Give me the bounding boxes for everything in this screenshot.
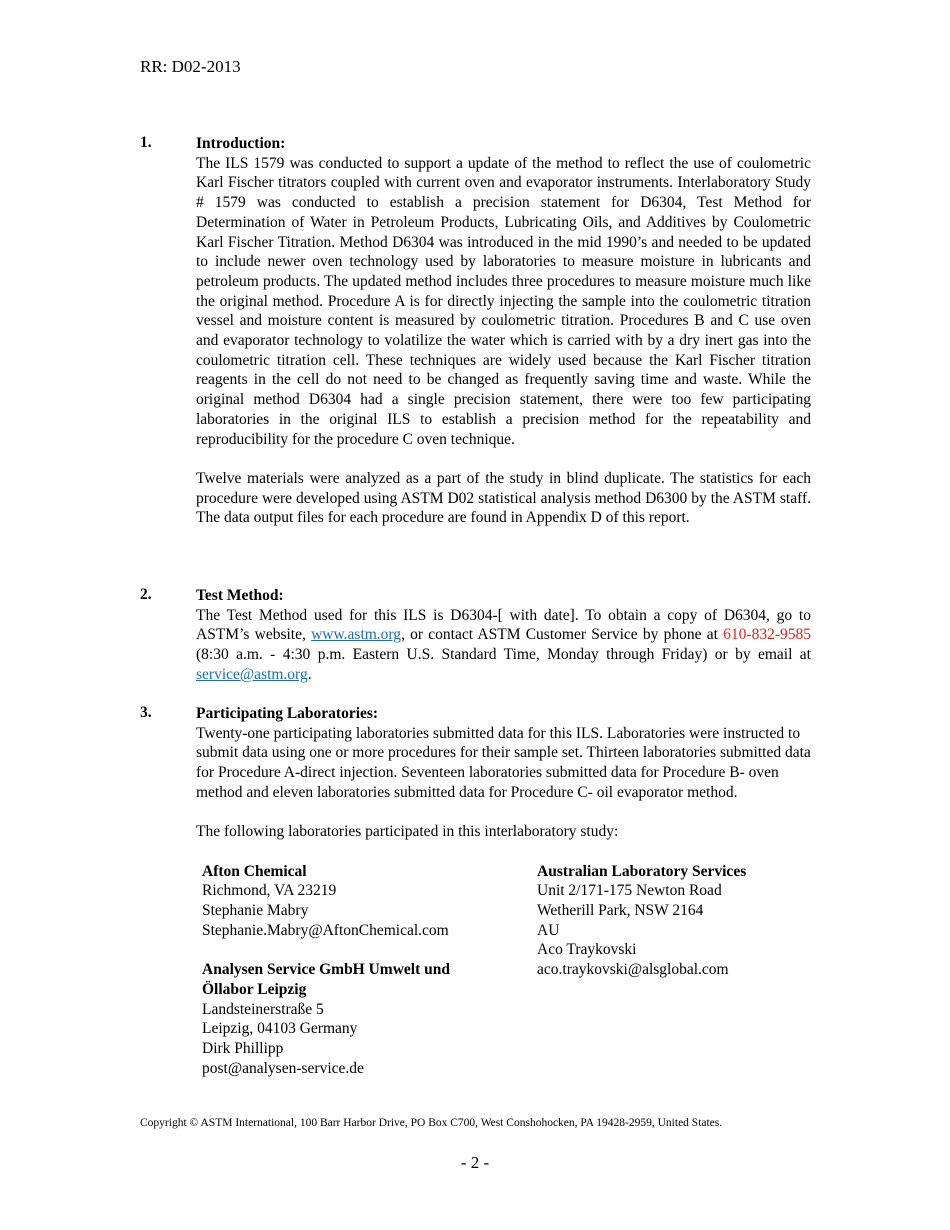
laboratory-email: Stephanie.Mabry@AftonChemical.com — [202, 921, 449, 939]
section-title: Participating Laboratories: — [196, 705, 379, 722]
laboratory-name: Analysen Service GmbH Umwelt und Öllabor Leipzig — [202, 961, 450, 998]
test-method-text-1: The Test Method used for this ILS is D6304-[ with date]. To obtain a copy of D6304, go to ASTM’s website, — [196, 606, 811, 644]
intro-paragraph-1: The ILS 1579 was conducted to support a update of the method to reflect the use of coulometric Karl Fischer titrators coupled with current oven and evaporator instruments. Interlaboratory Study # 1579 was conducted to establish a precision statement for D6304, Test Method for Determination of Water in Petroleum Products, Lubricating Oils, and Additives by Coulometric Karl Fischer Titration. Method D6304 was introduced in the mid 1990’s and needed to be updated to include newer oven technology used by laboratories to measure moisture in lubricants and petroleum products. The updated method includes three procedures to measure moisture much like the original method. Procedure A is for directly injecting the sample into the coulometric titration vessel and moisture content is measured by coulometric titration. Procedures B and C use oven and evaporator technology to volatilize the water which is carried with by a dry inert gas into the coulometric titration cell. These techniques are widely used because the Karl Fischer titration reagents in the cell do not need to be changed as frequently saving time and waste. While the original method D6304 had a single precision statement, there were too few participating laboratories in the original ILS to establish a precision method for the repeatability and reproducibility for the procedure C oven technique. — [196, 154, 811, 448]
laboratory-list — [202, 862, 811, 1082]
intro-paragraph-2: Twelve materials were analyzed as a part of the study in blind duplicate. The statistics for each procedure were developed using ASTM D02 statistical analysis method D6300 by the ASTM staff. The data output files for each procedure are found in Appendix D of this report. — [196, 469, 811, 527]
laboratory-name: Afton Chemical — [202, 862, 307, 880]
section-introduction — [140, 134, 811, 528]
test-method-text-4: . — [307, 665, 312, 683]
laboratory-city: Richmond, VA 23219 — [202, 882, 337, 900]
laboratory-contact: Dirk Phillipp — [202, 1039, 284, 1057]
laboratory-column-left — [202, 862, 502, 1098]
laboratory-column-right — [537, 862, 837, 1000]
laboratory-email: post@analysen-service.de — [202, 1059, 364, 1077]
customer-service-phone[interactable]: 610-832-9585 — [723, 626, 811, 644]
laboratory-entry — [202, 960, 502, 1078]
laboratory-street: Landsteinerstraße 5 — [202, 1000, 324, 1018]
laboratory-contact: Aco Traykovski — [537, 941, 637, 959]
test-method-text-3: (8:30 a.m. - 4:30 p.m. Eastern U.S. Standard Time, Monday through Friday) or by email at — [196, 646, 811, 664]
labs-paragraph-2: The following laboratories participated in this interlaboratory study: — [196, 823, 619, 841]
laboratory-city: Leipzig, 04103 Germany — [202, 1020, 358, 1038]
laboratory-email: aco.traykovski@alsglobal.com — [537, 961, 729, 979]
report-id: RR: D02-2013 — [140, 57, 241, 76]
section-number: 1. — [140, 134, 152, 151]
laboratory-city: Wetherill Park, NSW 2164 — [537, 902, 704, 919]
copyright-notice: Copyright © ASTM International, 100 Barr Harbor Drive, PO Box C700, West Conshohocken, PA 19428-2959, United States. — [140, 1117, 723, 1129]
section-test-method — [140, 586, 811, 685]
laboratory-name: Australian Laboratory Services — [537, 862, 747, 880]
laboratory-contact: Stephanie Mabry — [202, 902, 309, 919]
section-number: 2. — [140, 586, 152, 603]
section-number: 3. — [140, 704, 152, 721]
laboratory-entry — [537, 862, 837, 980]
service-email-link[interactable]: service@astm.org — [196, 665, 308, 683]
section-title: Test Method: — [196, 587, 284, 604]
test-method-text-2: , or contact ASTM Customer Service by phone at — [401, 626, 724, 644]
laboratory-street: Unit 2/171-175 Newton Road — [537, 882, 722, 900]
test-method-paragraph — [196, 606, 811, 685]
astm-website-link[interactable]: www.astm.org — [311, 626, 402, 644]
labs-paragraph-1: Twenty-one participating laboratories submitted data for this ILS. Laboratories were instructed to submit data using one or more procedures for their sample set. Thirteen laboratories submitted data for Procedure A-direct injection. Seventeen laboratories submitted data for Procedure B- oven method and eleven laboratories submitted data for Procedure C- oil evaporator method. — [196, 724, 811, 801]
page-number: - 2 - — [460, 1153, 490, 1172]
laboratory-entry — [202, 862, 502, 941]
section-title: Introduction: — [196, 135, 286, 152]
section-participating-laboratories — [140, 704, 811, 1082]
laboratory-country: AU — [537, 921, 560, 939]
